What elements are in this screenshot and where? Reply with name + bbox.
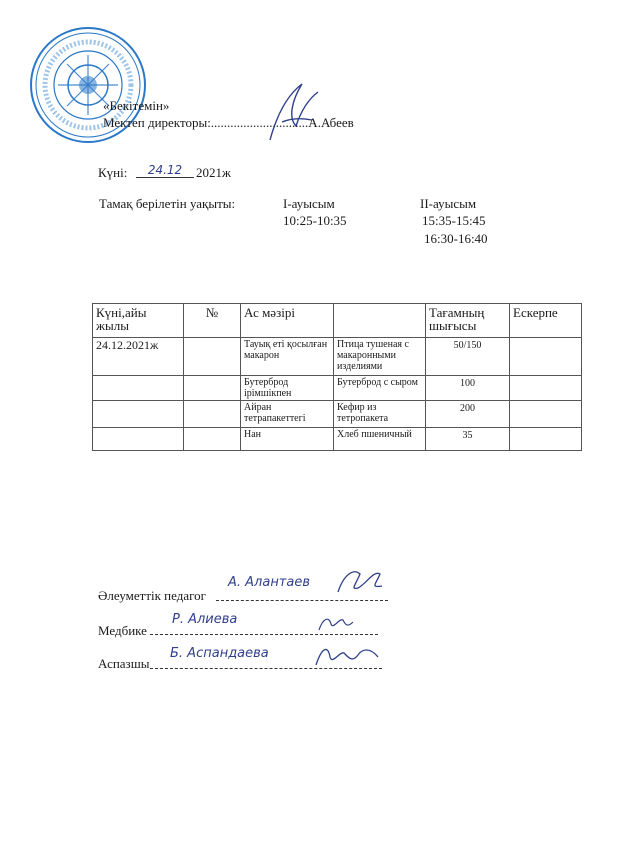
row-date (93, 401, 184, 428)
row-dish-ru: Кефир из тетропакета (334, 401, 426, 428)
table-header-row (93, 304, 582, 338)
date-label: Күні: (98, 165, 128, 180)
social-pedagog-label: Әлеуметтік педагог (98, 588, 206, 603)
row-dish-ru: Птица тушеная с макаронными изделиями (334, 338, 426, 376)
cook-label: Аспазшы (98, 656, 150, 671)
row-output: 100 (426, 376, 510, 401)
row-number (184, 428, 241, 451)
cook-signature (312, 643, 382, 669)
nurse-label: Медбике (98, 623, 147, 638)
row-note (510, 338, 582, 376)
shift2-title: II-ауысым (420, 196, 477, 211)
social-pedagog-signature (330, 564, 386, 598)
table-row (93, 338, 582, 376)
header-output: Тағамның шығысы (426, 304, 510, 338)
table-row (93, 428, 582, 451)
nurse-handwritten-name: Р. Алиева (172, 612, 238, 627)
row-dish-kz: Айран тетрапакеттегі (241, 401, 334, 428)
row-dish-ru: Бутерброд с сыром (334, 376, 426, 401)
header-number: № (184, 304, 241, 338)
menu-table (92, 303, 582, 451)
shift2-time2: 16:30-16:40 (424, 231, 488, 246)
row-number (184, 376, 241, 401)
shift1-title: I-ауысым (283, 196, 335, 211)
social-pedagog-line (216, 600, 388, 601)
header-note: Ескерпе (510, 304, 582, 338)
social-pedagog-handwritten-name: А. Алантаев (228, 575, 311, 590)
row-note (510, 428, 582, 451)
row-dish-kz: Бутерброд ірімшікпен (241, 376, 334, 401)
serving-time-label: Тамақ берілетін уақыты: (99, 196, 236, 211)
row-note (510, 401, 582, 428)
row-note (510, 376, 582, 401)
shift2-time1: 15:35-15:45 (422, 213, 486, 228)
row-output: 50/150 (426, 338, 510, 376)
header-date: Күні,айы жылы (93, 304, 184, 338)
director-line: Мектеп директоры:..............................А.Абеев (103, 115, 354, 130)
director-signature (262, 78, 322, 148)
row-dish-kz: Нан (241, 428, 334, 451)
row-dish-kz: Тауық еті қосылған макарон (241, 338, 334, 376)
row-date: 24.12.2021ж (93, 338, 184, 376)
row-number (184, 401, 241, 428)
header-menu-ru (334, 304, 426, 338)
cook-handwritten-name: Б. Аспандаева (170, 646, 269, 661)
row-number (184, 338, 241, 376)
nurse-line (150, 634, 378, 635)
date-year: 2021ж (196, 165, 231, 180)
table-row (93, 401, 582, 428)
row-output: 35 (426, 428, 510, 451)
table-row (93, 376, 582, 401)
row-dish-ru: Хлеб пшеничный (334, 428, 426, 451)
approval-title: «Бекітемін» (103, 98, 170, 113)
row-date (93, 428, 184, 451)
nurse-signature (315, 612, 355, 634)
date-handwritten: 24.12 (136, 163, 194, 178)
header-menu: Ас мәзірі (241, 304, 334, 338)
row-output: 200 (426, 401, 510, 428)
row-date (93, 376, 184, 401)
shift1-time: 10:25-10:35 (283, 213, 347, 228)
